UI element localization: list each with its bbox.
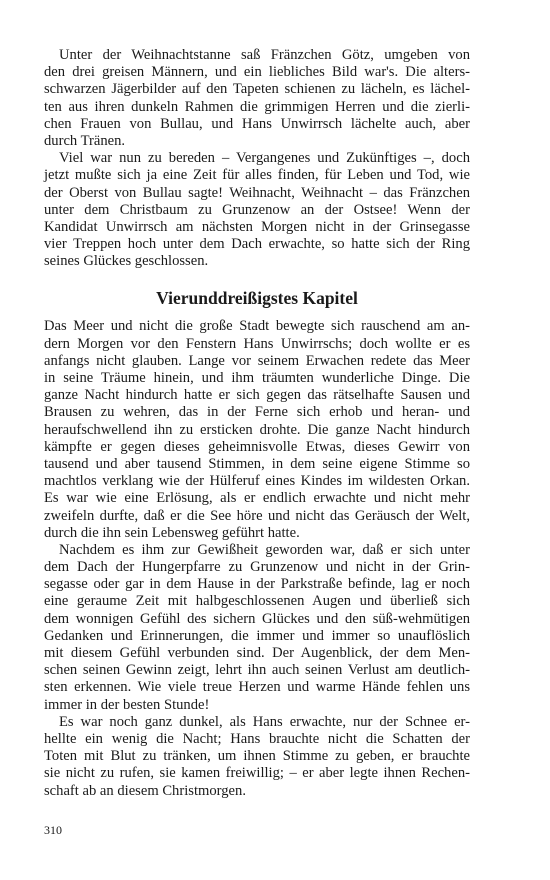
paragraph	[44, 47, 470, 150]
text-line: jetzt mußte sich ja eine Zeit für alles finden, für Leben und Tod, wie	[44, 167, 470, 184]
text-line: machtlos verklang wie der Hülferuf eines Kindes im wildesten Orkan.	[44, 473, 470, 490]
text-line: tausend und aber tausend Stimmen, in dem seine eigene Stimme so	[44, 455, 470, 472]
paragraph	[44, 714, 470, 800]
chapter-title: Vierunddreißigstes Kapitel	[156, 288, 358, 309]
text-line: schaft ab an diesem Christmorgen.	[44, 782, 246, 799]
text-line: Nachdem es ihm zur Gewißheit geworden war, daß er sich unter	[59, 541, 470, 558]
text-line: zweifeln durfte, daß er die See höre und nicht das Geräusch der Welt,	[44, 507, 470, 524]
page-number: 310	[44, 823, 62, 837]
text-line: mit diesem Gefühl verbunden sind. Der Augenblick, der dem Men-	[44, 645, 470, 661]
paragraph	[44, 542, 470, 714]
text-line: durch die ihn sein Lebensweg geführt hatte.	[44, 524, 300, 541]
text-line: vier Treppen hoch unter dem Dach erwachte, so hatte sich der Ring	[44, 236, 470, 253]
text-line: dem Dach der Hungerpfarre zu Grunzenow und nicht in der Grin-	[44, 559, 470, 576]
text-line: Gedanken und Erinnerungen, die immer und immer so unauflöslich	[44, 627, 470, 644]
text-line: Kandidat Unwirrsch am nächsten Morgen nicht in der Grinsegasse	[44, 218, 470, 235]
text-line: dern Morgen vor den Fenstern Hans Unwirrschs; doch wollte er es	[44, 335, 470, 352]
text-line: seines Glückes geschlossen.	[44, 253, 209, 270]
text-line: den drei greisen Männern, und ein liebliches Bild war's. Die alters-	[44, 64, 470, 81]
text-line: ten aus ihren dunkeln Rahmen die grimmigen Herren und die zierli-	[44, 98, 470, 115]
text-line: Es war noch ganz dunkel, als Hans erwachte, nur der Schnee er-	[59, 713, 470, 730]
text-line: Es war wie eine Erlösung, als er endlich erwachte und nicht mehr	[44, 490, 470, 507]
book-page	[44, 47, 470, 800]
text-line: dem wonnigen Gefühl des sichern Glückes und den süß-wehmütigen	[44, 610, 470, 627]
text-line: chen Frauen von Bullau, und Hans Unwirrsch lächelte auch, aber	[44, 115, 470, 132]
text-line: schwarzen Jägerbilder auf den Tapeten schienen zu lächeln, es lächel-	[44, 81, 470, 98]
text-line: Brausen zu wehren, das in der Ferne sich erhob und heran- und	[44, 404, 470, 421]
paragraphs-after-chapter	[44, 318, 470, 799]
text-line: segasse oder gar in dem Hause in der Parkstraße befinde, lag er noch	[44, 576, 470, 593]
text-line: Toten mit Blut zu tränken, um ihnen Stimme zu geben, er brauchte	[44, 748, 470, 765]
text-line: ganze Nacht hindurch hatte er sich gegen das rätselhafte Sausen und	[44, 387, 470, 404]
text-line: sten erkennen. Wie viele treue Herzen und warme Hände fehlen uns	[44, 679, 470, 696]
text-line: der Oberst von Bullau sagte! Weihnacht, Weihnacht – das Fränzchen	[44, 184, 470, 201]
text-line: hellte ein wenig die Nacht; Hans brauchte nicht die Schatten der	[44, 730, 470, 747]
text-line: anfangs nicht glauben. Lange vor seinem Erwachen redete das Meer	[44, 352, 470, 369]
paragraphs-before-chapter	[44, 47, 470, 270]
text-line: kämpfte er gegen dieses geheimnisvolle Etwas, dieses Gewirr von	[44, 438, 470, 455]
text-line: Viel war nun zu bereden – Vergangenes und Zukünftiges –, doch	[59, 150, 470, 167]
text-line: immer in der besten Stunde!	[44, 696, 210, 713]
text-line: sie nicht zu rufen, sie kamen freiwillig; – er aber legte ihnen Rechen-	[44, 765, 470, 782]
text-line: eine geraume Zeit mit halbgeschlossenen Augen und überließ sich	[44, 593, 470, 610]
text-line: Unter der Weihnachtstanne saß Fränzchen Götz, umgeben von	[59, 47, 470, 63]
text-line: unter dem Christbaum zu Grunzenow an der Ostsee! Wenn der	[44, 201, 470, 218]
text-line: durch Tränen.	[44, 132, 126, 149]
paragraph	[44, 318, 470, 541]
text-line: schen seinen Gewinn zeigt, lehrt ihn auch seinen Verlust am deutlich-	[44, 662, 470, 679]
paragraph	[44, 150, 470, 270]
text-line: Das Meer und nicht die große Stadt bewegte sich rauschend am an-	[44, 318, 470, 335]
text-line: in seine Träume hinein, und ihm träumten wunderliche Dinge. Die	[44, 370, 470, 386]
text-line: heraufschwellend ihn zu ersticken drohte. Die ganze Nacht hindurch	[44, 421, 470, 438]
